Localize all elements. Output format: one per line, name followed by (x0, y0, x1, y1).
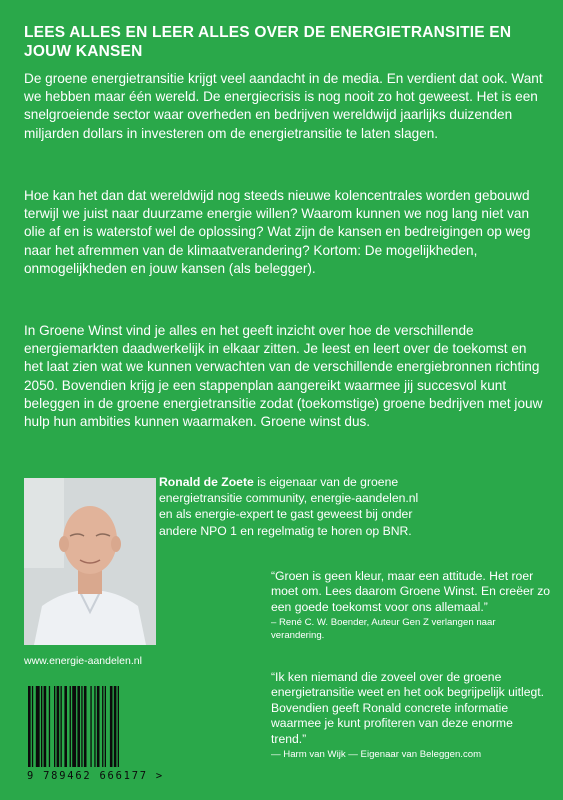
website-link[interactable]: www.energie-aandelen.nl (24, 655, 142, 667)
barcode (27, 686, 151, 767)
barcode-bar (102, 686, 103, 767)
quote-attribution: – René C. W. Boender, Auteur Gen Z verlangen naar verandering. (271, 617, 496, 642)
barcode-bar (41, 686, 42, 767)
barcode-bar (81, 686, 82, 767)
summary-paragraph: In Groene Winst vind je alles en het geeft inzicht over hoe de verschillende energiemarkten daadwerkelijk in elkaar zitten. Je leest en leert over de toekomst en het laat zien wat we kunnen verwachten van de verschillende energiebronnen richting 2050. Bovendien krijg je een stappenplan aangereikt waarmee jij succesvol kunt beleggen in de groene energietransitie zodat (toekomstige) groene bedrijven met jouw hulp hun ambities kunnen waarmaken. Groene winst dus. (24, 323, 543, 430)
quote (271, 569, 551, 642)
quote-text: “Ik ken niemand die zoveel over de groene energietransitie weet en het ook begrijpelijk uitlegt. Bovendien geeft Ronald concrete informatie waarmee je kunt profiteren van deze enorme trend.” (271, 670, 545, 746)
isbn-number: 9 789462 666177 > (27, 770, 164, 782)
barcode-bar (32, 686, 33, 767)
author-bio-text: is eigenaar van de groene energietransitie community, energie-aandelen.nl en als energie-expert te gast geweest bij onder andere NPO 1 en regelmatig te horen op BNR. (159, 475, 419, 538)
barcode-bar (70, 686, 71, 767)
quote (271, 670, 551, 761)
barcode-bar (28, 686, 31, 767)
barcode-bar (90, 686, 91, 767)
barcode-bar (36, 686, 40, 767)
barcode-bar (118, 686, 119, 767)
barcode-bar (72, 686, 76, 767)
barcode-bar (77, 686, 80, 767)
barcode-bar (61, 686, 62, 767)
barcode-bar (97, 686, 100, 767)
barcode-bar (64, 686, 67, 767)
author-name: Ronald de Zoete (159, 475, 254, 489)
author-bio (159, 474, 419, 539)
quote-attribution: — Harm van Wijk — Eigenaar van Beleggen.com (271, 749, 482, 761)
quote-text: “Groen is geen kleur, maar een attitude. Het roer moet om. Lees daarom Groene Winst. En creëer zo een goede toekomst voor ons allemaal.” (271, 569, 551, 614)
barcode-bar (94, 686, 95, 767)
barcode-bars (27, 686, 151, 767)
barcode-bar (57, 686, 60, 767)
barcode-bar (84, 686, 87, 767)
barcode-bar (110, 686, 113, 767)
intro-paragraph: De groene energietransitie krijgt veel aandacht in de media. En verdient dat ook. Want we hebben maar één wereld. De energiecrisis is nog nooit zo hot geweest. Het is een snelgroeiende sector waar overheden en bedrijven wereldwijd jaarlijks duizenden miljarden dollars in investeren om de energietransitie te laten slagen. (24, 71, 543, 141)
barcode-bar (105, 686, 106, 767)
questions-paragraph: Hoe kan het dan dat wereldwijd nog steeds nieuwe kolencentrales worden gebouwd terwijl we juist naar duurzame energie willen? Waarom kunnen we nog lang niet van olie af en is waterstof wel de oplossing? Wat zijn de kansen en bedreigingen op weg naar het afremmen van de klimaatverandering? Kortom: De mogelijkheden, onmogelijkheden en jouw kansen (als belegger). (24, 188, 531, 276)
author-photo (24, 478, 156, 645)
headline: LEES ALLES EN LEER ALLES OVER DE ENERGIETRANSITIE EN JOUW KANSEN (24, 24, 512, 60)
barcode-bar (44, 686, 47, 767)
barcode-bar (49, 686, 50, 767)
barcode-bar (114, 686, 117, 767)
barcode-bar (54, 686, 55, 767)
